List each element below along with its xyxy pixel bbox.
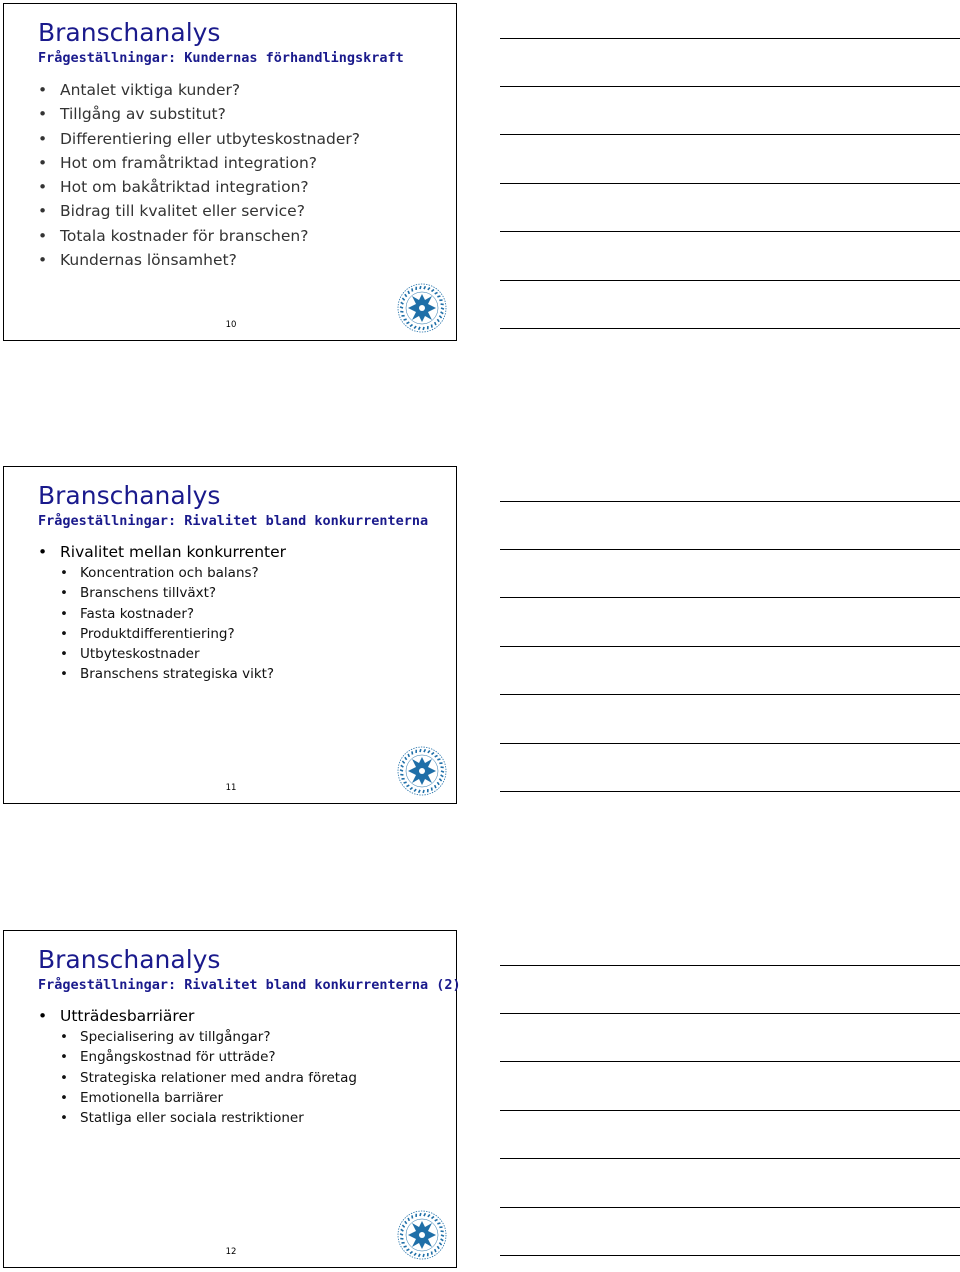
note-line — [500, 134, 960, 135]
bullet-list — [38, 541, 286, 685]
slide-title: Branschanalys — [38, 18, 221, 47]
notes-area — [500, 466, 960, 804]
list-item: • Fasta kostnader? — [60, 604, 286, 624]
note-line — [500, 1207, 960, 1208]
notes-area — [500, 930, 960, 1268]
list-item: • Specialisering av tillgångar? — [60, 1027, 357, 1047]
list-item: • Koncentration och balans? — [60, 563, 286, 583]
list-item: • Branschens strategiska vikt? — [60, 664, 286, 684]
university-logo-icon — [396, 282, 448, 334]
note-line — [500, 1255, 960, 1256]
slide-12 — [3, 930, 461, 1268]
sub-bullet-list — [60, 1027, 357, 1128]
main-bullet-text: Rivalitet mellan konkurrenter — [60, 543, 287, 561]
list-item — [38, 541, 286, 685]
list-item: • Kundernas lönsamhet? — [38, 248, 360, 272]
note-line — [500, 280, 960, 281]
list-item: • Tillgång av substitut? — [38, 102, 360, 126]
note-line — [500, 38, 960, 39]
note-line — [500, 549, 960, 550]
bullet-list — [38, 78, 360, 272]
list-item: • Statliga eller sociala restriktioner — [60, 1108, 357, 1128]
list-item: • Differentiering eller utbyteskostnader? — [38, 127, 360, 151]
list-item: • Produktdifferentiering? — [60, 624, 286, 644]
list-item: • Engångskostnad för utträde? — [60, 1047, 357, 1067]
slide-title: Branschanalys — [38, 481, 221, 510]
list-item: • Emotionella barriärer — [60, 1088, 357, 1108]
slide-number: 12 — [225, 1247, 237, 1257]
slide-title: Branschanalys — [38, 945, 221, 974]
list-item: • Antalet viktiga kunder? — [38, 78, 360, 102]
slide-subtitle: Frågeställningar: Kundernas förhandlingskraft — [38, 50, 404, 66]
note-line — [500, 183, 960, 184]
note-line — [500, 694, 960, 695]
list-item: • Hot om framåtriktad integration? — [38, 151, 360, 175]
slide-subtitle: Frågeställningar: Rivalitet bland konkurrenterna — [38, 513, 429, 529]
note-line — [500, 501, 960, 502]
note-line — [500, 231, 960, 232]
slide-number: 10 — [225, 320, 237, 330]
note-line — [500, 791, 960, 792]
university-logo-icon — [396, 745, 448, 797]
list-item: • Totala kostnader för branschen? — [38, 224, 360, 248]
note-line — [500, 1013, 960, 1014]
list-item: • Utbyteskostnader — [60, 644, 286, 664]
list-item: • Bidrag till kvalitet eller service? — [38, 199, 360, 223]
slide-11 — [3, 466, 457, 804]
note-line — [500, 646, 960, 647]
list-item: • Hot om bakåtriktad integration? — [38, 175, 360, 199]
note-line — [500, 743, 960, 744]
bullet-list — [38, 1005, 357, 1128]
note-line — [500, 328, 960, 329]
note-line — [500, 86, 960, 87]
list-item: • Branschens tillväxt? — [60, 583, 286, 603]
notes-area — [500, 3, 960, 341]
note-line — [500, 1110, 960, 1111]
list-item — [38, 1005, 357, 1128]
list-item: • Strategiska relationer med andra företag — [60, 1068, 357, 1088]
note-line — [500, 965, 960, 966]
note-line — [500, 597, 960, 598]
main-bullet-text: Utträdesbarriärer — [60, 1007, 195, 1025]
slide-10 — [3, 3, 457, 341]
note-line — [500, 1158, 960, 1159]
sub-bullet-list — [60, 563, 286, 685]
university-logo-icon — [396, 1209, 448, 1261]
note-line — [500, 1061, 960, 1062]
slide-number: 11 — [225, 783, 237, 793]
slide-subtitle: Frågeställningar: Rivalitet bland konkurrenterna (2) — [38, 977, 461, 993]
